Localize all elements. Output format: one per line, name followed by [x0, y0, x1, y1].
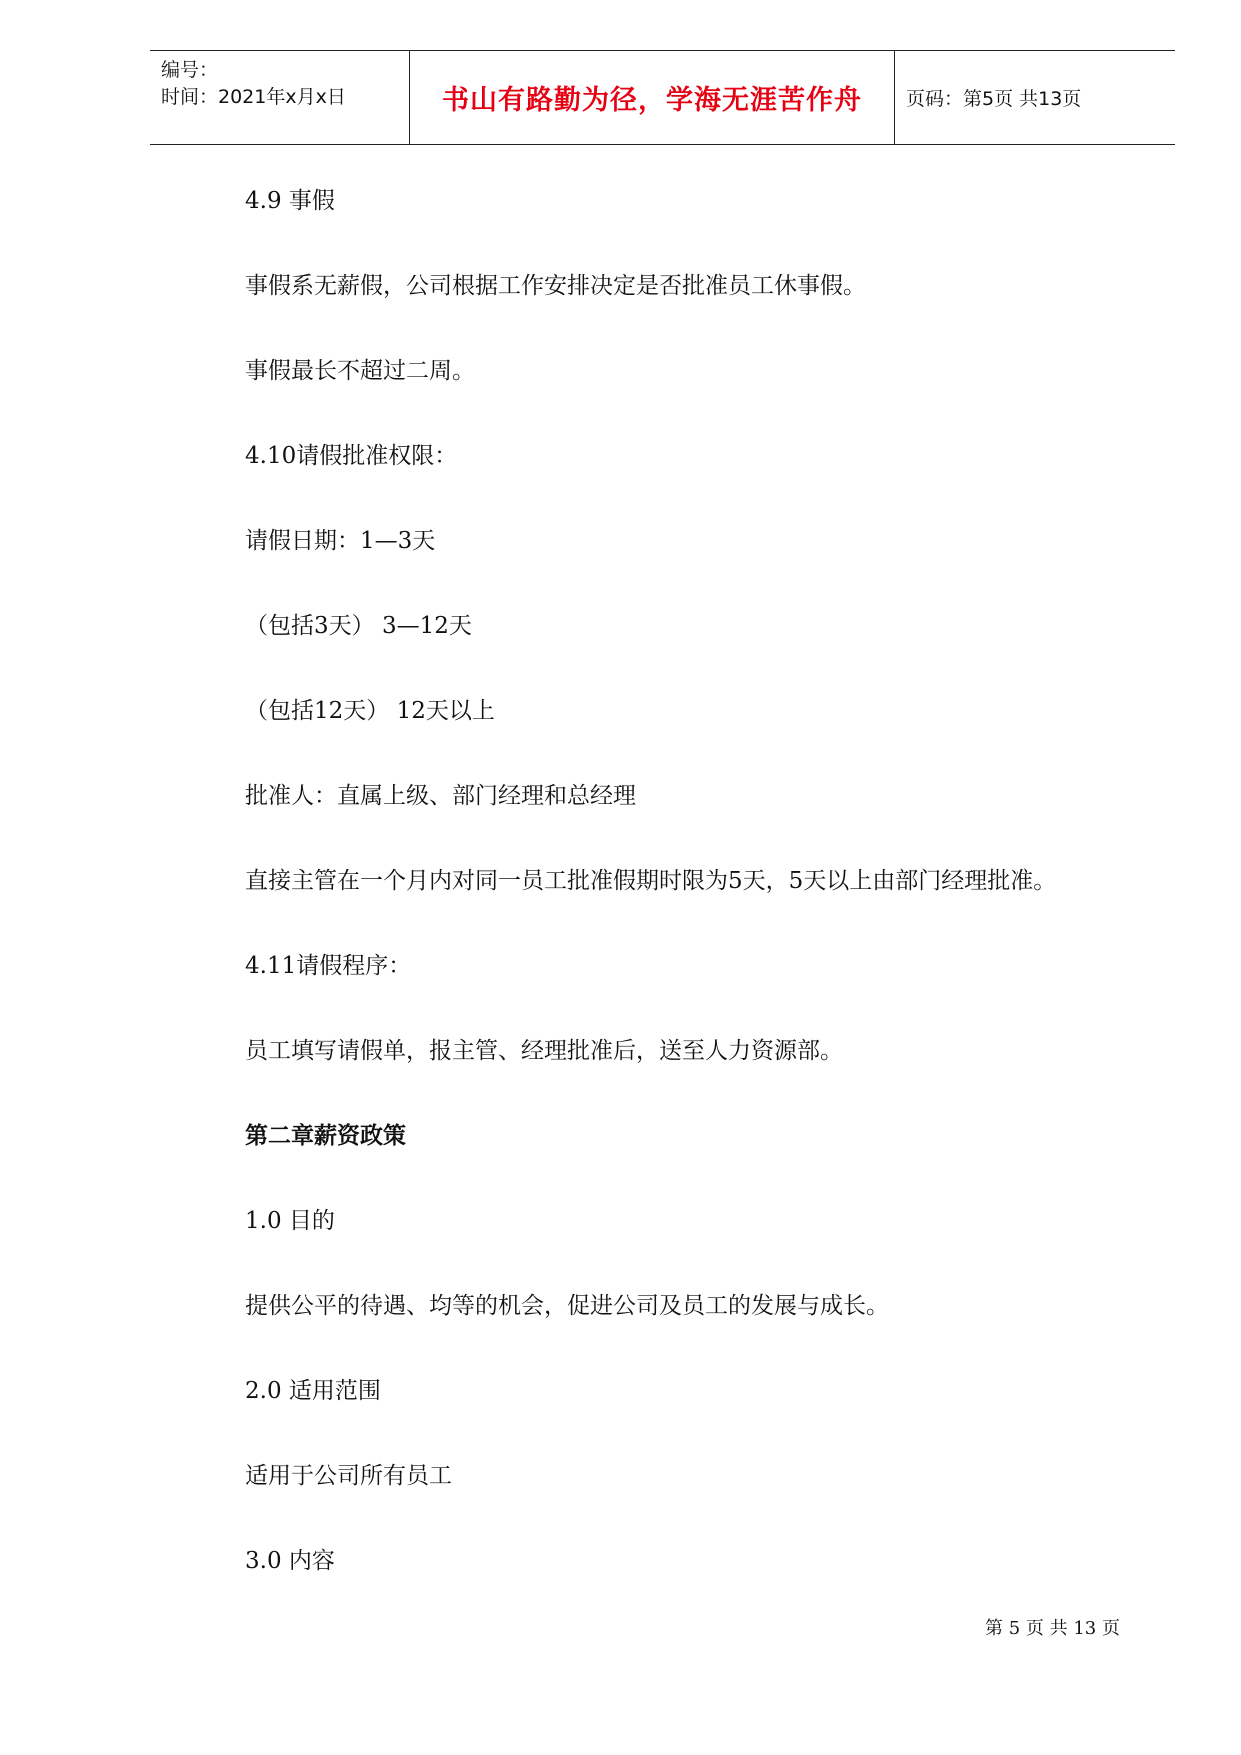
section-heading: 4.11请假程序：	[245, 953, 412, 979]
paragraph: 适用于公司所有员工	[245, 1463, 452, 1489]
chapter-title: 第二章薪资政策	[245, 1123, 406, 1149]
paragraph: 提供公平的待遇、均等的机会，促进公司及员工的发展与成长。	[245, 1293, 889, 1319]
header-table	[150, 50, 1175, 145]
time-label: 时间：2021年x月x日	[161, 86, 346, 108]
header-meta	[161, 57, 346, 111]
section-heading: 3.0 内容	[245, 1548, 335, 1574]
paragraph: 直接主管在一个月内对同一员工批准假期时限为5天，5天以上由部门经理批准。	[245, 868, 1057, 894]
paragraph: （包括12天） 12天以上	[245, 698, 495, 724]
header-motto: 书山有路勤为径，学海无涯苦作舟	[442, 85, 862, 116]
header-page-code: 页码：第5页 共13页	[906, 88, 1082, 110]
section-heading: 1.0 目的	[245, 1208, 335, 1234]
paragraph: 请假日期：1—3天	[245, 528, 436, 554]
paragraph: 员工填写请假单，报主管、经理批准后，送至人力资源部。	[245, 1038, 843, 1064]
paragraph: 事假系无薪假，公司根据工作安排决定是否批准员工休事假。	[245, 273, 866, 299]
page-footer: 第 5 页 共 13 页	[985, 1618, 1120, 1639]
serial-label: 编号：	[161, 59, 219, 81]
section-heading: 4.10请假批准权限：	[245, 443, 458, 469]
section-heading: 2.0 适用范围	[245, 1378, 381, 1404]
paragraph: 事假最长不超过二周。	[245, 358, 475, 384]
header-divider	[894, 51, 895, 144]
section-heading: 4.9 事假	[245, 188, 335, 214]
paragraph: 批准人：直属上级、部门经理和总经理	[245, 783, 636, 809]
paragraph: （包括3天） 3—12天	[245, 613, 472, 639]
